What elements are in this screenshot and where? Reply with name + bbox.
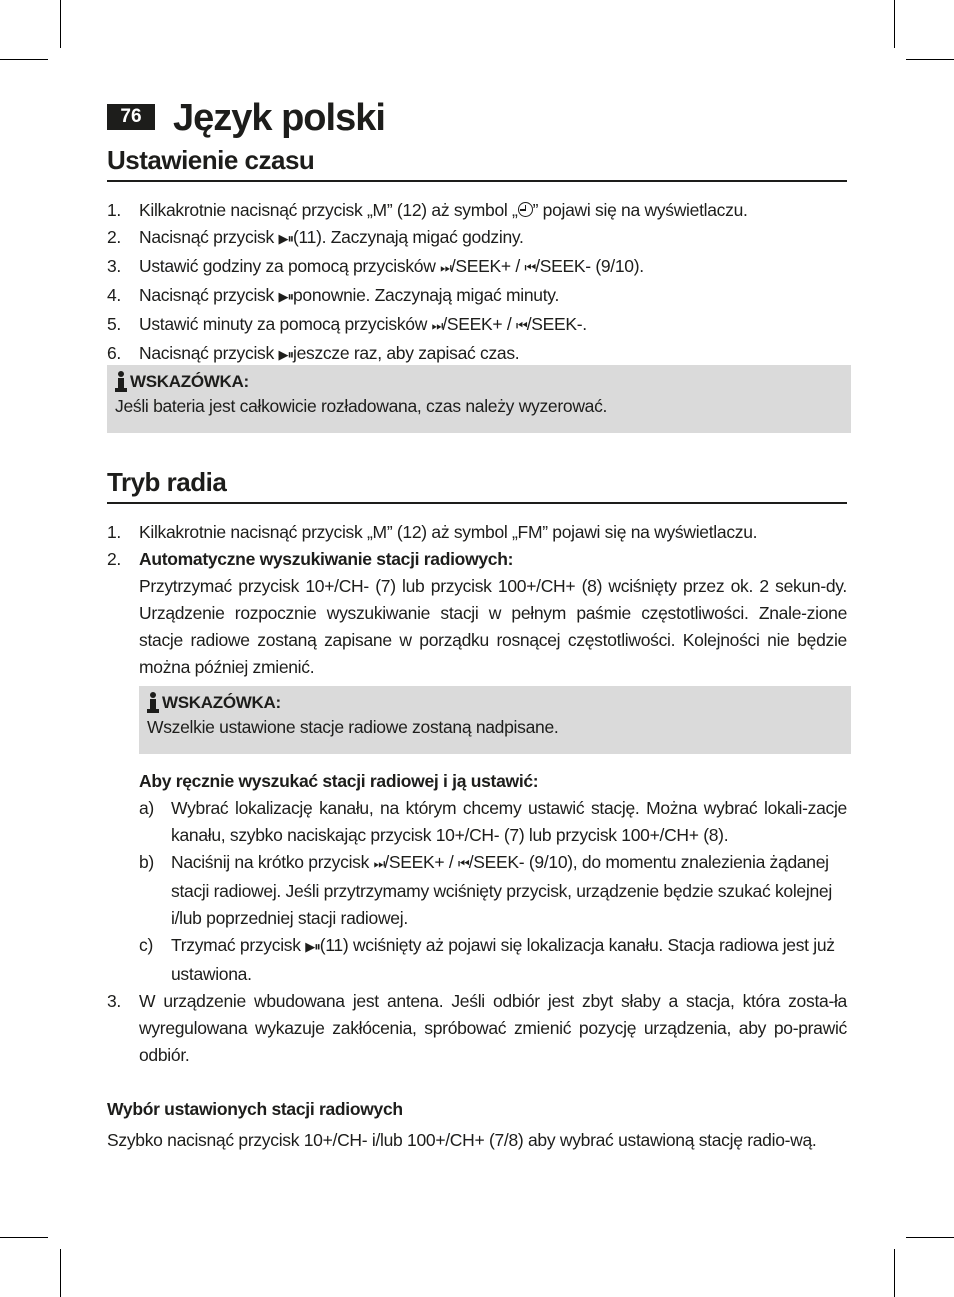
list-item: 1. Kilkakrotnie nacisnąć przycisk „M” (12) aż symbol „FM” pojawi się na wyświetlaczu. xyxy=(107,522,758,542)
list-item: 2. Nacisnąć przycisk ▶⏸(11). Zaczynają migać godziny. xyxy=(107,227,524,247)
previous-track-icon: ⏮ xyxy=(458,857,469,872)
page-title: Język polski xyxy=(173,97,385,139)
crop-mark xyxy=(894,1249,895,1297)
note-text: Wszelkie ustawione stacje radiowe zostaną nadpisane. xyxy=(147,717,559,737)
list-item: 3. W urządzenie wbudowana jest antena. Jeśli odbiór jest zbyt słaby a stacja, która zosta-ła wyregulowana wykazuje zakłócenia, spróbować zmienić pozycję urządzenia, aby po-prawić odbiór. xyxy=(107,991,847,1065)
list-item: b) Naciśnij na krótko przycisk ⏭/SEEK+ / ⏮/SEEK- (9/10), do momentu znalezienia żądanej stacji radiowej. Jeśli przytrzymamy wciśnięty przycisk, urządzenie będzie szukać kolejnej i/lub poprzedniej stacji radiowej. xyxy=(139,852,832,928)
crop-mark xyxy=(906,1237,954,1238)
list-item: 3. Ustawić godziny za pomocą przycisków ⏭/SEEK+ / ⏮/SEEK- (9/10). xyxy=(107,256,644,276)
list-item: 1. Kilkakrotnie nacisnąć przycisk „M” (12) aż symbol „ ” pojawi się na wyświetlaczu. xyxy=(107,200,748,220)
subsection-title: Wybór ustawionych stacji radiowych xyxy=(107,1099,403,1119)
info-icon xyxy=(115,371,127,393)
section-heading-radio: Tryb radia xyxy=(107,466,847,504)
crop-mark xyxy=(0,59,48,60)
section-heading-time: Ustawienie czasu xyxy=(107,144,847,182)
radio-steps-list-cont xyxy=(107,988,847,1069)
next-track-icon: ⏭ xyxy=(373,857,385,872)
info-icon xyxy=(147,692,159,714)
note-label: WSKAZÓWKA: xyxy=(130,372,249,391)
note-label: WSKAZÓWKA: xyxy=(162,693,281,712)
note-box xyxy=(139,686,851,754)
previous-track-icon: ⏮ xyxy=(524,261,536,276)
next-track-icon: ⏭ xyxy=(440,261,451,276)
play-pause-icon: ▶⏸ xyxy=(278,290,293,305)
list-item: 4. Nacisnąć przycisk ▶⏸ponownie. Zaczynają migać minuty. xyxy=(107,285,560,305)
page-number: 76 xyxy=(107,104,155,130)
time-steps-list xyxy=(107,197,847,369)
subsection-title: Automatyczne wyszukiwanie stacji radiowych: xyxy=(139,549,514,569)
clock-icon xyxy=(518,202,533,217)
list-item: 2. Automatyczne wyszukiwanie stacji radiowych: Przytrzymać przycisk 10+/CH- (7) lub przycisk 100+/CH+ (8) wciśnięty przez ok. 2 sekun-dy. Urządzenie rozpocznie wyszukiwanie stacji w pełnym paśmie częstotliwości. Znale-zione stacje radiowe zostaną zapisane w porządku rosnącej częstotliwości. Kolejności nie będzie można później zmienić. xyxy=(107,546,847,681)
previous-track-icon: ⏮ xyxy=(516,319,527,334)
play-pause-icon: ▶⏸ xyxy=(278,348,293,363)
list-item: 6. Nacisnąć przycisk ▶⏸jeszcze raz, aby zapisać czas. xyxy=(107,343,520,363)
manual-tuning xyxy=(139,768,847,988)
paragraph: Szybko nacisnąć przycisk 10+/CH- i/lub 100+/CH+ (7/8) aby wybrać ustawioną stację radio-wą. xyxy=(107,1130,817,1150)
list-item: a) Wybrać lokalizację kanału, na którym chcemy ustawić stację. Można wybrać lokali-zacje kanału, szybko naciskając przycisk 10+/CH- (7) lub przycisk 100+/CH+ (8). xyxy=(139,798,847,845)
next-track-icon: ⏭ xyxy=(431,319,443,334)
crop-mark xyxy=(0,1237,48,1238)
list-item: 5. Ustawić minuty za pomocą przycisków ⏭/SEEK+ / ⏮/SEEK-. xyxy=(107,314,587,334)
crop-mark xyxy=(60,1249,61,1297)
radio-steps-list xyxy=(107,519,847,681)
subsection-title: Aby ręcznie wyszukać stacji radiowej i ją ustawić: xyxy=(139,771,539,791)
play-pause-icon: ▶⏸ xyxy=(305,940,320,955)
list-item: c) Trzymać przycisk ▶⏸(11) wciśnięty aż pojawi się lokalizacja kanału. Stacja radiowa jest już ustawiona. xyxy=(139,935,835,984)
note-box xyxy=(107,365,851,433)
crop-mark xyxy=(60,0,61,48)
paragraph: Przytrzymać przycisk 10+/CH- (7) lub przycisk 100+/CH+ (8) wciśnięty przez ok. 2 sekun-dy. Urządzenie rozpocznie wyszukiwanie stacji w pełnym paśmie częstotliwości. Znale-zione stacje radiowe zostaną zapisane w porządku rosnącej częstotliwości. Kolejności nie będzie można później zmienić. xyxy=(139,576,847,677)
crop-mark xyxy=(906,59,954,60)
page-header xyxy=(107,96,847,140)
note-text: Jeśli bateria jest całkowicie rozładowana, czas należy wyzerować. xyxy=(115,396,608,416)
play-pause-icon: ▶⏸ xyxy=(278,232,293,247)
presets-section xyxy=(107,1096,847,1154)
crop-mark xyxy=(894,0,895,48)
